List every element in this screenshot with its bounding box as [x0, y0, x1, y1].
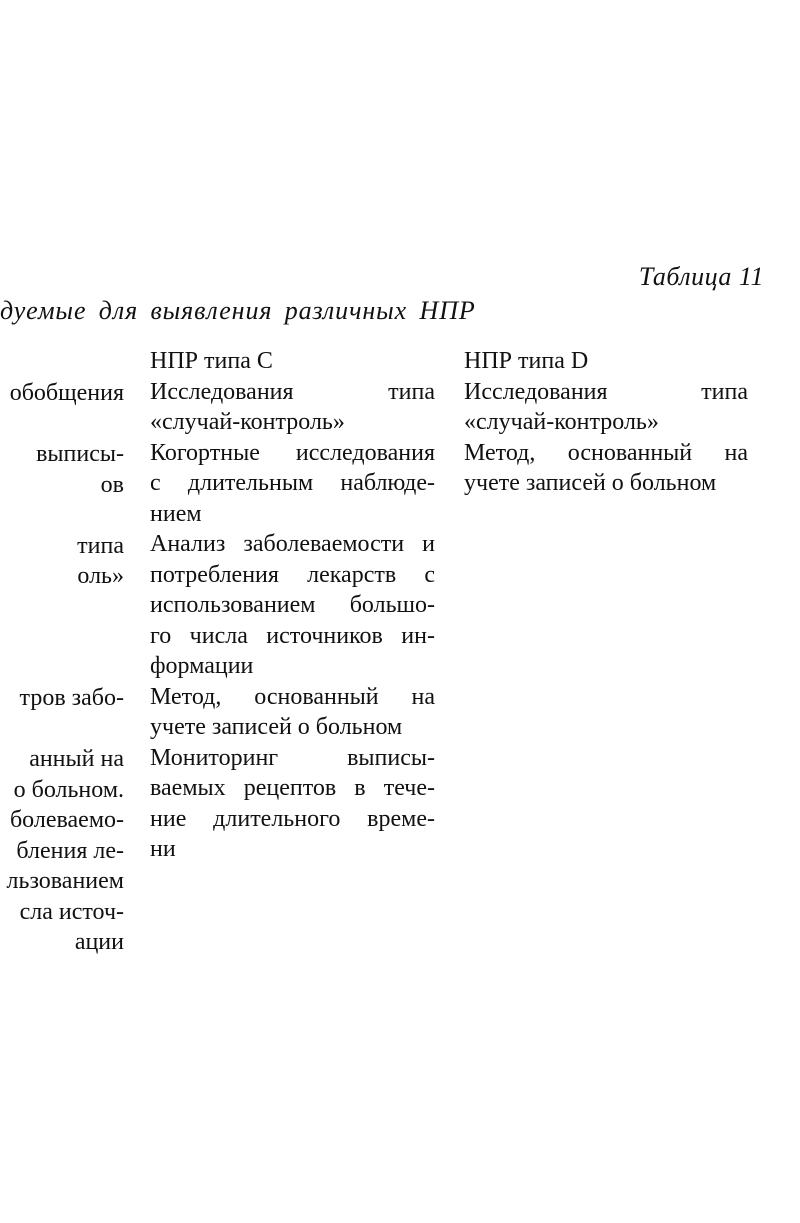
- clipped-cell-text: анный на: [29, 746, 124, 772]
- table-cell: [150, 529, 435, 682]
- cell-line: Метод, основанный на: [150, 683, 435, 710]
- clipped-cell-line: [0, 836, 124, 867]
- cell-line: Мониторинг выписы-: [150, 744, 435, 771]
- clipped-cell-text: бления ле-: [16, 837, 124, 864]
- clipped-cell-line: [0, 653, 124, 684]
- table-column-1-clipped: [0, 378, 124, 958]
- clipped-cell-text: ов: [100, 471, 124, 498]
- table-column-d: [464, 346, 748, 499]
- cell-line: использованием большо-: [150, 592, 435, 618]
- clipped-cell-text: льзованием: [6, 868, 124, 894]
- clipped-cell-line: [0, 500, 124, 531]
- clipped-cell-line: [0, 775, 124, 806]
- clipped-cell-text: сла источ-: [19, 898, 124, 925]
- clipped-cell-line: [0, 409, 124, 440]
- clipped-cell-text: ации: [74, 929, 124, 955]
- table-cell: [150, 438, 435, 530]
- clipped-cell-text: тров забо-: [19, 685, 124, 711]
- clipped-cell-line: [0, 897, 124, 928]
- cell-line: формации: [150, 653, 254, 679]
- clipped-cell-line: [0, 622, 124, 653]
- cell-line: с длительным наблюде-: [150, 470, 435, 496]
- cell-line: ваемых рецептов в тече-: [150, 775, 435, 801]
- column-header-d: НПР типа D: [464, 348, 589, 374]
- clipped-cell-line: [0, 927, 124, 958]
- table-cell: [150, 377, 435, 438]
- cell-line: ни: [150, 836, 176, 862]
- cell-line: «случай-контроль»: [464, 409, 659, 435]
- clipped-cell-line: [0, 744, 124, 775]
- clipped-cell-line: [0, 531, 124, 562]
- table-caption-title: дуемые для выявления различных НПР: [0, 296, 476, 325]
- table-cell: [150, 682, 435, 743]
- clipped-cell-text: выписы-: [36, 441, 124, 467]
- cell-line: нием: [150, 500, 202, 527]
- table-cell: [150, 743, 435, 865]
- clipped-cell-text: типа: [77, 532, 124, 559]
- clipped-cell-line: [0, 866, 124, 897]
- clipped-cell-text: болеваемо-: [9, 807, 124, 833]
- cell-line: учете записей о больном: [464, 470, 717, 496]
- table-cell: [464, 377, 748, 438]
- cell-line: Исследования типа: [464, 378, 748, 405]
- cell-line: учете записей о больном: [150, 714, 403, 740]
- table-column-c: [150, 346, 435, 865]
- column-header-c: НПР типа С: [150, 348, 273, 374]
- cell-line: Метод, основанный на: [464, 439, 748, 466]
- cell-line: потребления лекарств с: [150, 561, 435, 588]
- clipped-cell-line: [0, 592, 124, 623]
- clipped-cell-line: [0, 683, 124, 714]
- clipped-cell-text: о больном.: [13, 776, 124, 803]
- clipped-cell-text: обобщения: [9, 380, 124, 406]
- clipped-cell-line: [0, 378, 124, 409]
- clipped-cell-line: [0, 439, 124, 470]
- cell-line: Исследования типа: [150, 378, 435, 405]
- table-cell: [464, 438, 748, 499]
- table-caption-number: Таблица 11: [638, 262, 764, 291]
- cell-line: ние длительного време-: [150, 805, 435, 832]
- cell-line: Когортные исследования: [150, 439, 435, 466]
- cell-line: «случай-контроль»: [150, 409, 345, 435]
- clipped-cell-line: [0, 470, 124, 501]
- cell-line: Анализ заболеваемости и: [150, 531, 435, 557]
- clipped-cell-line: [0, 561, 124, 592]
- clipped-cell-line: [0, 805, 124, 836]
- clipped-cell-text: оль»: [77, 563, 124, 589]
- cell-line: го числа источников ин-: [150, 622, 435, 649]
- clipped-cell-line: [0, 714, 124, 745]
